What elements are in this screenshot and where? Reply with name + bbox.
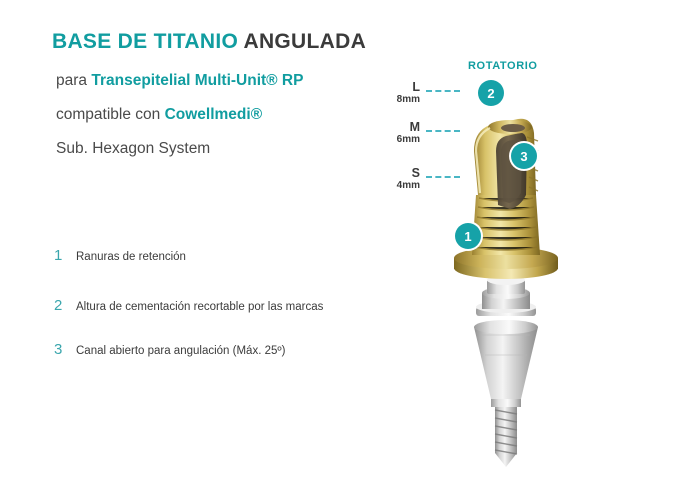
rotatorio-label: ROTATORIO: [468, 60, 538, 72]
size-letter-l: L: [412, 80, 420, 94]
subtitle-line-3: [56, 140, 210, 158]
size-letter-m: M: [409, 120, 420, 134]
size-letter-s: S: [411, 166, 420, 180]
legend-number-3: 3: [54, 341, 63, 358]
page-title: [52, 30, 366, 54]
callout-bubble-1[interactable]: 1: [455, 223, 481, 249]
subtitle-2-prefix: compatible con: [56, 106, 165, 123]
subtitle-2-accent: Cowellmedi®: [164, 106, 263, 123]
implant-illustration: [370, 55, 670, 475]
subtitle-line-1: [56, 72, 303, 90]
subtitle-line-2: [56, 106, 262, 124]
size-mm-s: 4mm: [396, 180, 420, 191]
subtitle-1-prefix: para: [56, 72, 92, 89]
titanium-base-gold: [454, 119, 558, 279]
subtitle-1-accent: Transepitelial Multi-Unit® RP: [91, 72, 304, 89]
subtitle-3-prefix: Sub. Hexagon System: [56, 140, 211, 157]
legend-number-2: 2: [54, 297, 63, 314]
screw-threads: [495, 405, 517, 467]
size-mm-m: 6mm: [396, 134, 420, 145]
page-title-primary: BASE DE TITANIO: [52, 30, 239, 53]
page-title-secondary: ANGULADA: [243, 30, 367, 53]
legend-number-1: 1: [54, 247, 63, 264]
legend-item-1: [54, 247, 186, 264]
callout-bubble-2[interactable]: 2: [478, 80, 504, 106]
callout-bubble-3[interactable]: 3: [511, 143, 537, 169]
legend-text-1: Ranuras de retención: [76, 251, 186, 263]
legend-text-2: Altura de cementación recortable por las marcas: [76, 301, 324, 313]
abutment-lower-grey: [474, 275, 538, 467]
implant-diagram: [370, 55, 670, 475]
size-mm-l: 8mm: [396, 94, 420, 105]
legend-item-3: [54, 341, 285, 358]
legend-text-3: Canal abierto para angulación (Máx. 25º): [76, 345, 286, 357]
legend-item-2: [54, 297, 323, 314]
